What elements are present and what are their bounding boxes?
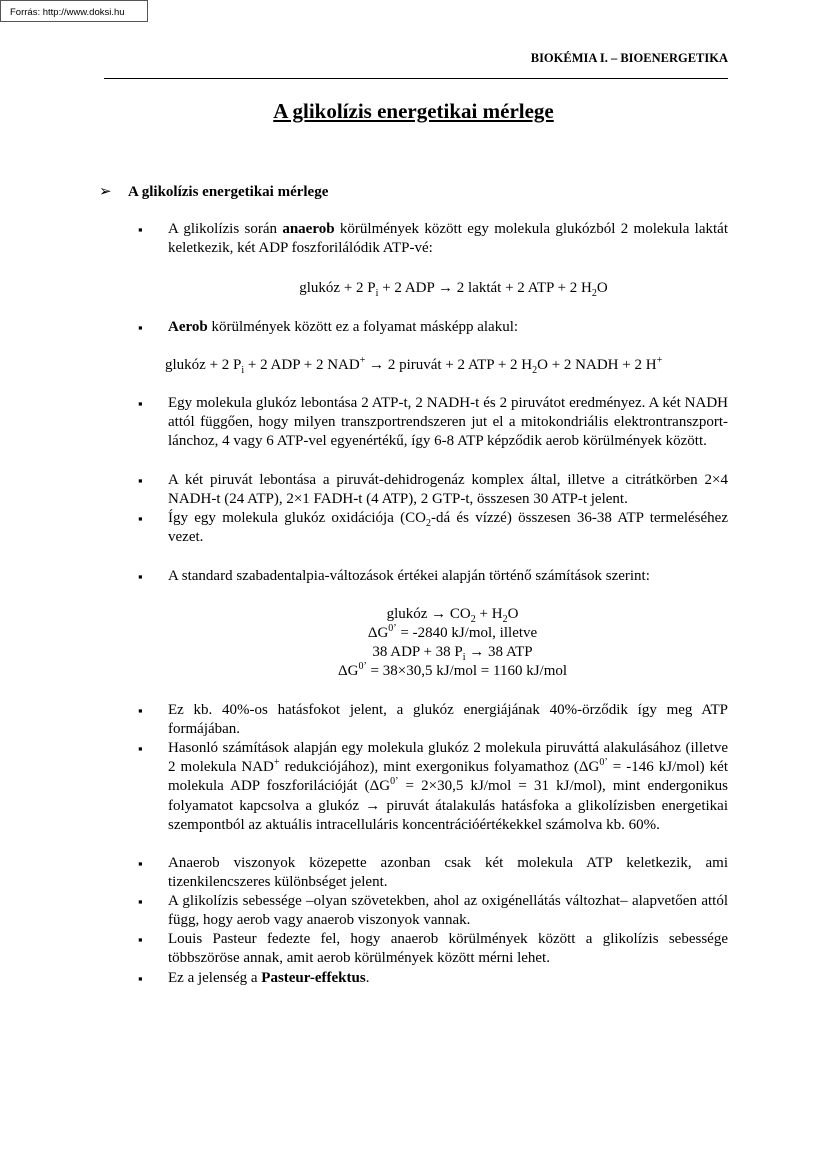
list-item-oxidacio: ▪ Így egy molekula glukóz oxidációja ($CO_2-dá$ és vízzé) összesen 36-38 ATP termeléséhez vezet. <box>168 509 728 547</box>
list-item-anaerob: ▪ A glikolízis során anaerob körülmények között egy molekula glukózból 2 molekula laktát keletkezik, két ADP foszforilálódik ATP-vé: <box>168 220 728 258</box>
list-item-anaerob-viszonyok: ▪ Anaerob viszonyok közepette azonban csak két molekula ATP keletkezik, ami tizenkilencszeres különbséget jelent. <box>168 854 728 892</box>
source-label: Forrás: http://www.doksi.hu <box>0 0 148 22</box>
list-item-sebesseg: ▪ A glikolízis sebessége –olyan szövetekben, ahol az oxigénellátás változhat– alapvetően attól függ, hogy aerob vagy anaerob viszonyok vannak. <box>168 892 728 930</box>
equation-co2: glukóz → $CO_2 + H_2O$ <box>386 606 519 625</box>
list-item-effektus: ▪ Ez a jelenség a Pasteur-effektus. <box>168 969 728 988</box>
equation-dg1: $\Delta G^{0’} = -2840$ kJ/mol, illetve <box>367 623 538 641</box>
arrowhead-bullet-icon: ➢ <box>99 184 112 200</box>
section-heading-text: A glikolízis energetikai mérlege <box>128 184 329 200</box>
list-item-standard: ▪ A standard szabadentalpia-változások értékei alapján történő számítások szerint: <box>168 567 728 586</box>
list-item-aerob: ▪ Aerob körülmények között ez a folyamat másképp alakul: <box>168 318 728 337</box>
section-heading <box>99 182 328 201</box>
running-header: BIOKÉMIA I. – BIOENERGETIKA <box>530 51 728 65</box>
equation-dg2: $\Delta G^{0’} = 38\times 30,5$ kJ/mol = 1160 kJ/mol <box>337 661 568 679</box>
list-item-hasonlo: ▪ Hasonló számítások alapján egy molekula glukóz 2 molekula piruváttá alakulásához (illetve 2 molekula NAD+ redukciójához), mint exergonikus folyamathoz ($\Delta G^{0’} = -146$ kJ/mol) két molekula ADP foszforilációját ($\Delta G^{0’} = 2\times 30,5$ kJ/mol = 31 kJ/mol), mint endergonikus folyamatot kapcsolva a glukóz → piruvát átalakulás hatásfoka a glikolízisben energetikai szempontból az aktuális intracelluláris koncentrációértékekkel számolva kb. 60%. <box>168 739 728 835</box>
list-item-piruvat: ▪ A két piruvát lebontása a piruvát-dehidrogenáz komplex által, illetve a citrátkörben 2×4 NADH-t (24 ATP), 2×1 FADH-t (4 ATP), 2 GTP-t, összesen 30 ATP-t jelent. <box>168 471 728 509</box>
equation-aerob: glukóz + 2 $P_i + 2$ ADP + 2 NAD+ → 2 piruvát + 2 ATP + 2 $H_2O + 2$ NADH + 2 H+ <box>165 355 663 376</box>
list-item-nadh: ▪ Egy molekula glukóz lebontása 2 ATP-t, 2 NADH-t és 2 piruvátot eredményez. A két NADH attól függően, hogy milyen transzportrendszeren jut el a mitokondriális elektrontranszport-lánchoz, 4 vagy 6 ATP-vel egyenértékű, így 6-8 ATP képződik aerob körülmények között. <box>168 394 728 452</box>
page-title: A glikolízis energetikai mérlege <box>273 99 554 123</box>
list-item-hatasfok: ▪ Ez kb. 40%-os hatásfokot jelent, a glukóz energiájának 40%-örződik így meg ATP formájában. <box>168 701 728 739</box>
header-rule <box>104 78 728 79</box>
equation-atp: 38 ADP + 38 $P_i \to 38$ ATP <box>372 644 533 663</box>
list-item-pasteur: ▪ Louis Pasteur fedezte fel, hogy anaerob körülmények között a glikolízis sebessége többszöröse annak, amit aerob körülmények között mérni lehet. <box>168 930 728 968</box>
equation-anaerob: glukóz + 2 $P_i + 2$ ADP → 2 laktát + 2 ATP + 2 $H_2O$ <box>299 280 608 299</box>
